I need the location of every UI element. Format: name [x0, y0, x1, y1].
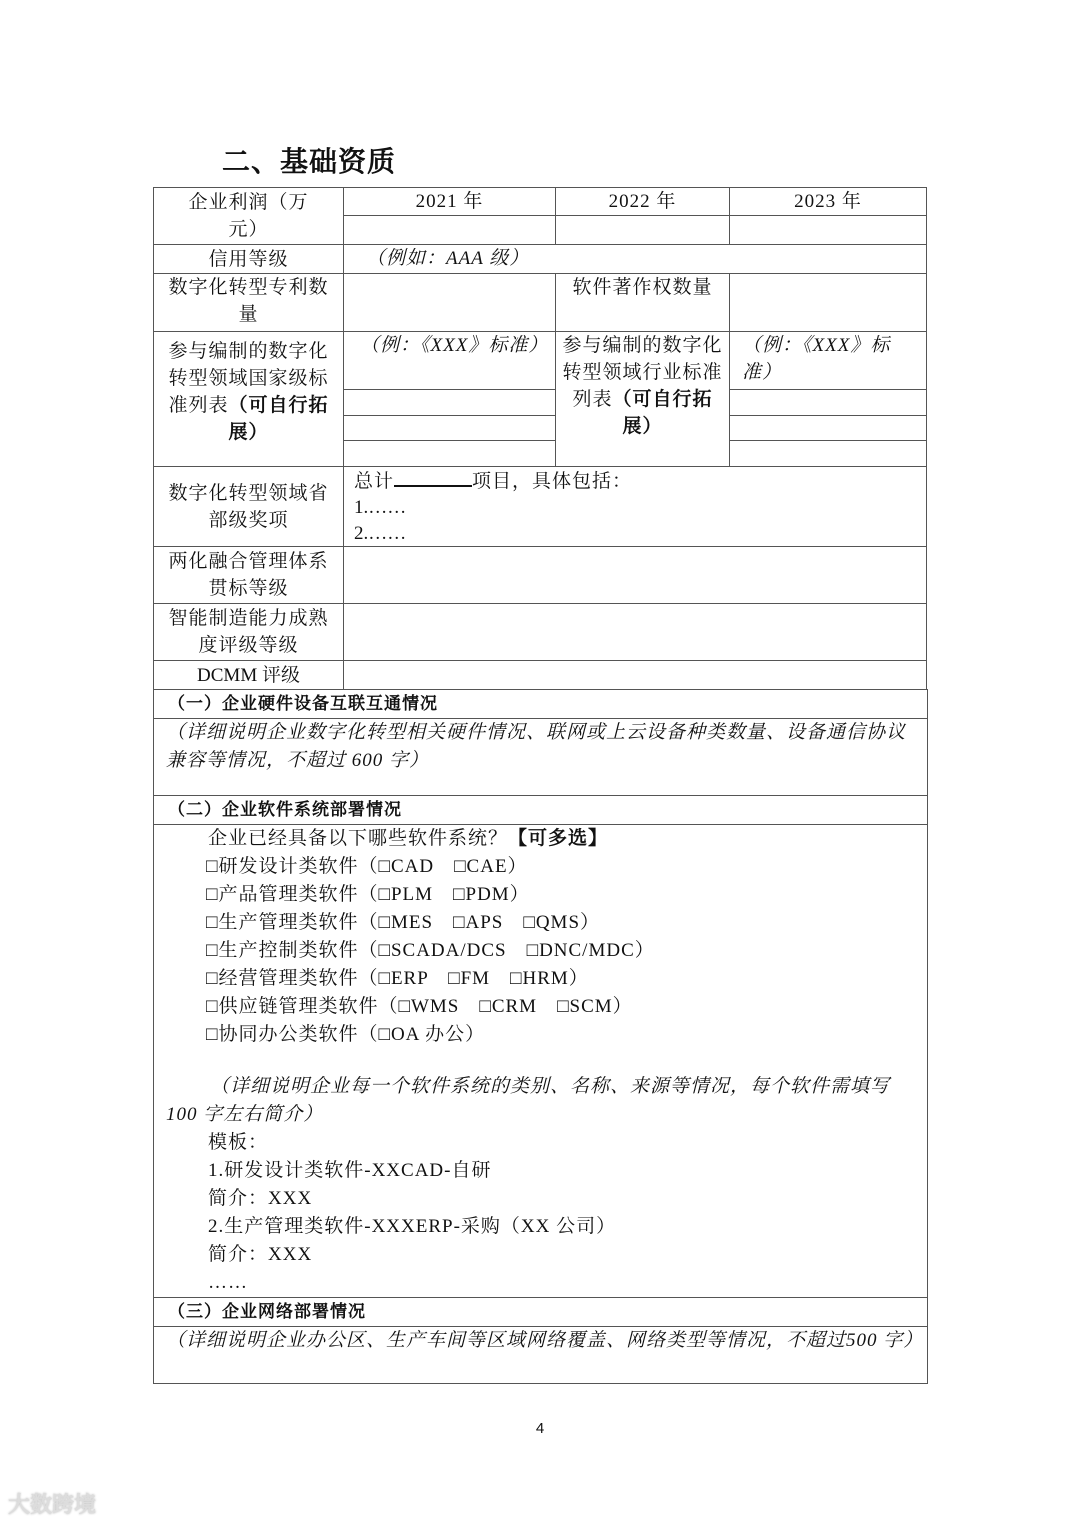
template-line: 1.研发设计类软件-XXCAD-自研 — [208, 1160, 492, 1181]
year-2023: 2023 年 — [729, 187, 927, 216]
section-1-title: （一）企业硬件设备互联互通情况 — [154, 689, 927, 718]
award-total-blank[interactable] — [394, 467, 472, 487]
page-number: 4 — [535, 1420, 545, 1437]
two-integration-label: 两化融合管理体系贯标等级 — [153, 546, 344, 604]
copyright-cell[interactable] — [729, 273, 927, 332]
template-line: …… — [208, 1272, 248, 1293]
patent-cell[interactable] — [343, 273, 556, 332]
award-label: 数字化转型领域省部级奖项 — [153, 466, 344, 547]
national-std-row-2[interactable] — [343, 389, 556, 416]
software-option[interactable]: □产品管理类软件（□PLM □PDM） — [206, 884, 530, 905]
watermark-logo: 大数跨境 — [8, 1493, 97, 1518]
credit-cell[interactable]: （例如：AAA 级） — [343, 244, 927, 274]
section-1-cell[interactable]: （详细说明企业数字化转型相关硬件情况、联网或上云设备种类数量、设备通信协议兼容等情况，不超过 600 字） — [154, 718, 927, 795]
section-3-title: （三）企业网络部署情况 — [154, 1297, 927, 1326]
section-2-note: （详细说明企业每一个软件系统的类别、名称、来源等情况，每个软件需填写100 字左右简介） — [166, 1076, 891, 1125]
two-integration-cell[interactable] — [343, 546, 927, 604]
dcmm-label: DCMM 评级 — [153, 660, 344, 690]
page-footer — [0, 1386, 1080, 1437]
section-heading: 二、基础资质 — [222, 145, 397, 178]
software-option[interactable]: □生产管理类软件（□MES □APS □QMS） — [206, 912, 601, 933]
software-option[interactable]: □经营管理类软件（□ERP □FM □HRM） — [206, 968, 589, 989]
template-label: 模板： — [208, 1132, 269, 1153]
national-std-row-1[interactable]: （例：《XXX》标准） — [343, 331, 556, 390]
profit-label: 企业利润（万元） — [153, 187, 344, 245]
software-option[interactable]: □协同办公类软件（□OA 办公） — [206, 1024, 486, 1045]
software-option[interactable]: □生产控制类软件（□SCADA/DCS □DNC/MDC） — [206, 940, 655, 961]
smart-mfg-label: 智能制造能力成熟度评级等级 — [153, 603, 344, 661]
national-std-row-4[interactable] — [343, 440, 556, 467]
template-line: 简介：XXX — [208, 1188, 313, 1209]
software-option[interactable]: □研发设计类软件（□CAD □CAE） — [206, 856, 528, 877]
industry-std-row-1[interactable]: （例：《XXX》标准） — [729, 331, 927, 390]
award-item: 1.…… — [354, 497, 407, 518]
software-question: 企业已经具备以下哪些软件系统？ — [208, 828, 509, 849]
award-item: 2.…… — [354, 523, 407, 544]
template-line: 2.生产管理类软件-XXXERP-采购（XX 公司） — [208, 1216, 617, 1237]
profit-2023-cell[interactable] — [729, 215, 927, 245]
national-std-row-3[interactable] — [343, 415, 556, 441]
profit-2022-cell[interactable] — [555, 215, 730, 245]
industry-std-row-4[interactable] — [729, 440, 927, 467]
industry-std-row-3[interactable] — [729, 415, 927, 441]
template-line: 简介：XXX — [208, 1244, 313, 1265]
award-total-prefix: 总计 — [354, 471, 395, 492]
credit-label: 信用等级 — [153, 244, 344, 274]
section-3-cell[interactable]: （详细说明企业办公区、生产车间等区域网络覆盖、网络类型等情况，不超过500 字） — [154, 1326, 927, 1383]
copyright-label: 软件著作权数量 — [555, 273, 730, 332]
industry-std-row-2[interactable] — [729, 389, 927, 416]
patent-label: 数字化转型专利数量 — [153, 273, 344, 332]
dcmm-cell[interactable] — [343, 660, 927, 690]
national-std-label: 参与编制的数字化转型领域国家级标准列表（可自行拓展） — [153, 331, 344, 467]
award-total-suffix: 项目，具体包括： — [472, 471, 633, 492]
industry-std-label: 参与编制的数字化转型领域行业标准列表（可自行拓展） — [555, 331, 730, 467]
year-2022: 2022 年 — [555, 187, 730, 216]
smart-mfg-cell[interactable] — [343, 603, 927, 661]
section-2-cell[interactable] — [154, 824, 927, 1297]
award-cell[interactable] — [343, 466, 927, 547]
multi-select-note: 【可多选】 — [508, 828, 609, 849]
lower-table — [153, 689, 928, 1384]
year-2021: 2021 年 — [343, 187, 556, 216]
software-option[interactable]: □供应链管理类软件（□WMS □CRM □SCM） — [206, 996, 633, 1017]
profit-2021-cell[interactable] — [343, 215, 556, 245]
section-2-title: （二）企业软件系统部署情况 — [154, 795, 927, 824]
